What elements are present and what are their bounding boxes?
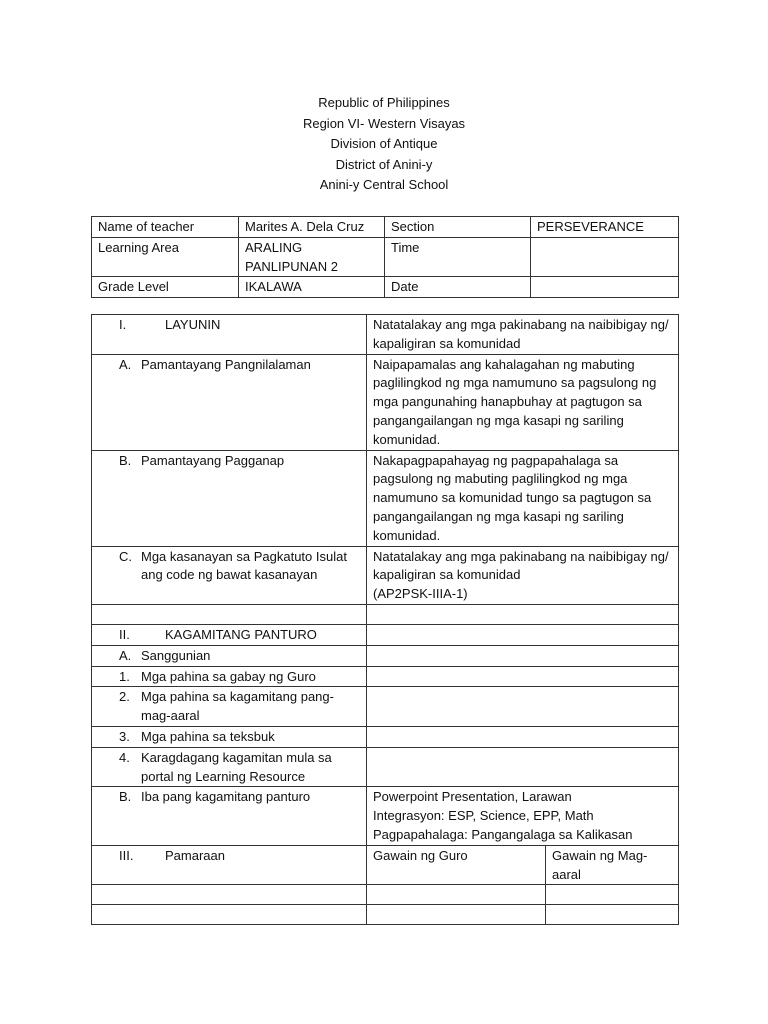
iba-pa-materials: Powerpoint Presentation, Larawan <box>373 789 572 805</box>
empty-cell <box>367 905 546 925</box>
layunin-label: LAYUNIN <box>165 317 221 332</box>
iba-pa-value-cell <box>367 787 679 845</box>
row-gabay <box>92 666 679 687</box>
sanggunian-label: Sanggunian <box>141 647 211 663</box>
header-division: Division of Antique <box>330 136 438 151</box>
kagamitan-label-cell <box>92 624 367 645</box>
pangnilalaman-label: Pamantayang Pangnilalaman <box>141 356 311 372</box>
info-row-teacher <box>92 217 679 238</box>
kagamitang-mag-aaral-label: Mga pahina sa kagamitang pang-mag-aaral <box>141 689 334 724</box>
pamaraan-num: III. <box>119 847 134 863</box>
empty-cell <box>546 885 679 905</box>
blank-cell <box>92 604 367 624</box>
grade-value: IKALAWA <box>239 277 385 298</box>
empty-cell <box>92 885 367 905</box>
pamaraan-label-cell <box>92 845 367 885</box>
time-label: Time <box>385 237 531 277</box>
grade-label: Grade Level <box>92 277 239 298</box>
school-header <box>0 93 768 196</box>
lesson-plan-table <box>91 314 679 925</box>
karagdagang-num: 4. <box>119 749 130 765</box>
kagamitang-mag-aaral-label-cell <box>92 687 367 727</box>
row-blank <box>92 604 679 624</box>
layunin-label-cell <box>92 315 367 355</box>
pagganap-num: B. <box>119 452 132 468</box>
info-row-area <box>92 237 679 277</box>
date-value <box>531 277 679 298</box>
layunin-value: Natatalakay ang mga pakinabang na naibibigay ng/ kapaligiran sa komunidad <box>367 315 679 355</box>
row-teksbuk <box>92 726 679 747</box>
karagdagang-label: Karagdagang kagamitan mula sa portal ng Learning Resource <box>141 749 332 784</box>
header-region: Region VI- Western Visayas <box>302 115 466 131</box>
empty-cell <box>546 905 679 925</box>
iba-pa-label-cell <box>92 787 367 845</box>
pagganap-value: Nakapagpapahayag ng pagpapahalaga sa pagsulong ng mabuting paglilingkod ng mga namumuno sa komunidad tungo sa pagtugon sa pangangailangan ng mga kasapi ng sariling komunidad. <box>367 450 679 546</box>
pangnilalaman-num: A. <box>119 356 132 372</box>
teksbuk-label-cell <box>92 726 367 747</box>
gabay-label-cell <box>92 666 367 687</box>
iba-pa-integration: Integrasyon: ESP, Science, EPP, Math <box>373 808 594 824</box>
row-pamaraan-empty <box>92 885 679 905</box>
row-layunin <box>92 315 679 355</box>
row-iba-pa <box>92 787 679 845</box>
teacher-value: Marites A. Dela Cruz <box>239 217 385 238</box>
kagamitan-value <box>367 624 679 645</box>
karagdagang-label-cell <box>92 747 367 787</box>
row-kagamitang-mag-aaral <box>92 687 679 727</box>
date-label: Date <box>385 277 531 298</box>
teksbuk-num: 3. <box>119 728 130 744</box>
layunin-num: I. <box>119 317 127 332</box>
iba-pa-values: Pagpapahalaga: Pangangalaga sa Kalikasan <box>373 826 633 842</box>
teksbuk-label: Mga pahina sa teksbuk <box>141 728 275 744</box>
gabay-label: Mga pahina sa gabay ng Guro <box>141 668 316 684</box>
pagganap-label: Pamantayang Pagganap <box>141 452 285 468</box>
row-pagganap <box>92 450 679 546</box>
gabay-value <box>367 666 679 687</box>
gawain-guro-header: Gawain ng Guro <box>367 845 546 885</box>
empty-cell <box>92 905 367 925</box>
pamaraan-label: Pamaraan <box>165 847 225 863</box>
time-value <box>531 237 679 277</box>
area-value: ARALING PANLIPUNAN 2 <box>239 237 385 277</box>
info-row-grade <box>92 277 679 298</box>
iba-pa-num: B. <box>119 789 132 805</box>
empty-cell <box>367 885 546 905</box>
row-pangnilalaman <box>92 354 679 450</box>
row-kagamitan <box>92 624 679 645</box>
teacher-label: Name of teacher <box>92 217 239 238</box>
header-district: District of Anini-y <box>335 156 433 172</box>
pangnilalaman-value: Naipapamalas ang kahalagahan ng mabuting paglilingkod ng mga namumuno sa pagsulong ng mga pangunahing hanapbuhay at pagtugon sa pangangailangan ng mga kasapi ng sariling komunidad. <box>367 354 679 450</box>
kagamitan-label: KAGAMITANG PANTURO <box>165 626 317 642</box>
kasanayan-value: Natatalakay ang mga pakinabang na naibibigay ng/ kapaligiran sa komunidad <box>373 548 669 583</box>
row-pamaraan <box>92 845 679 885</box>
row-pamaraan-empty <box>92 905 679 925</box>
pangnilalaman-label-cell <box>92 354 367 450</box>
blank-cell <box>367 604 679 624</box>
kasanayan-code: (AP2PSK-IIIA-1) <box>373 586 468 602</box>
area-label: Learning Area <box>92 237 239 277</box>
section-value: PERSEVERANCE <box>531 217 679 238</box>
sanggunian-value <box>367 645 679 666</box>
sanggunian-label-cell <box>92 645 367 666</box>
teksbuk-value <box>367 726 679 747</box>
kagamitan-num: II. <box>119 626 130 642</box>
kasanayan-value-cell <box>367 546 679 604</box>
kagamitang-mag-aaral-num: 2. <box>119 689 130 705</box>
section-label: Section <box>385 217 531 238</box>
kagamitang-mag-aaral-value <box>367 687 679 727</box>
kasanayan-label-cell <box>92 546 367 604</box>
header-republic: Republic of Philippines <box>318 95 450 110</box>
gawain-mag-aaral-header: Gawain ng Mag-aaral <box>546 845 679 885</box>
kasanayan-num: C. <box>119 548 132 564</box>
sanggunian-num: A. <box>119 647 132 663</box>
gabay-num: 1. <box>119 668 130 684</box>
row-sanggunian <box>92 645 679 666</box>
iba-pa-label: Iba pang kagamitang panturo <box>141 789 311 805</box>
karagdagang-value <box>367 747 679 787</box>
row-kasanayan <box>92 546 679 604</box>
header-school: Anini-y Central School <box>319 177 449 192</box>
info-table <box>91 216 679 298</box>
kasanayan-label: Mga kasanayan sa Pagkatuto Isulat ang code ng bawat kasanayan <box>141 548 347 583</box>
pagganap-label-cell <box>92 450 367 546</box>
row-karagdagang <box>92 747 679 787</box>
